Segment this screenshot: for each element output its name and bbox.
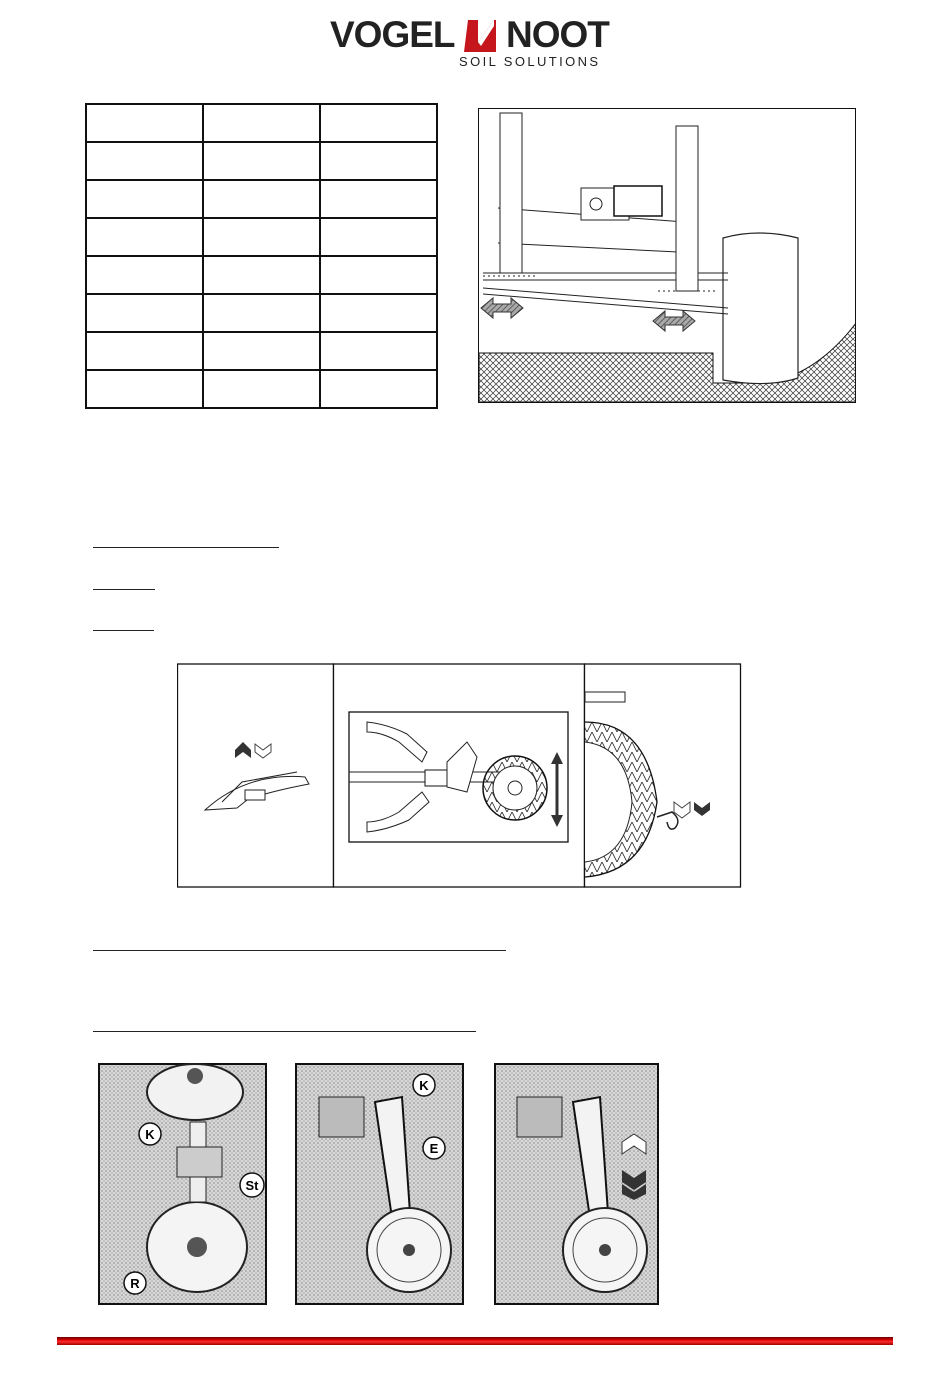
heading-underline — [93, 1031, 476, 1032]
heading-underline — [93, 589, 155, 590]
table-cell — [203, 218, 320, 256]
label-st: St — [245, 1178, 259, 1193]
table-cell — [86, 218, 203, 256]
table-cell — [320, 370, 437, 408]
table-cell — [203, 142, 320, 180]
table-row — [86, 142, 437, 180]
table-cell — [203, 104, 320, 142]
table-row — [86, 294, 437, 332]
table-cell — [203, 294, 320, 332]
table-cell — [86, 180, 203, 218]
label-k: K — [145, 1127, 155, 1142]
frame-width-diagram — [478, 108, 856, 403]
adjustment-photos — [97, 1062, 669, 1307]
photo-gauge-wheel-arm — [296, 1064, 463, 1304]
table-cell — [320, 294, 437, 332]
table-cell — [203, 180, 320, 218]
table-cell — [320, 332, 437, 370]
table-row — [86, 332, 437, 370]
table-row — [86, 256, 437, 294]
table-cell — [320, 104, 437, 142]
table-row — [86, 104, 437, 142]
table-cell — [203, 370, 320, 408]
table-cell — [86, 104, 203, 142]
photo-gauge-wheel-height — [495, 1064, 658, 1304]
logo-word-noot: NOOT — [506, 14, 609, 55]
table-cell — [320, 256, 437, 294]
table-cell — [203, 332, 320, 370]
label-r: R — [130, 1276, 140, 1291]
table-cell — [320, 218, 437, 256]
table-cell — [203, 256, 320, 294]
photo-disc-coulter — [99, 1064, 266, 1304]
logo-word-vogel: VOGEL — [330, 14, 455, 55]
gauge-wheel-icon — [483, 756, 547, 820]
table-cell — [86, 370, 203, 408]
depth-wheel-diagram — [177, 662, 742, 890]
brand-logo — [330, 12, 630, 72]
spec-table — [85, 103, 438, 409]
table-row — [86, 218, 437, 256]
footer-bar — [57, 1337, 893, 1345]
label-e: E — [429, 1141, 439, 1156]
heading-underline — [93, 547, 279, 548]
table-cell — [86, 142, 203, 180]
table-cell — [86, 332, 203, 370]
heading-underline — [93, 630, 154, 631]
logo-mark-icon — [464, 18, 498, 52]
table-row — [86, 370, 437, 408]
table-cell — [320, 142, 437, 180]
heading-underline — [93, 950, 506, 951]
table-cell — [320, 180, 437, 218]
table-cell — [86, 256, 203, 294]
label-k: K — [419, 1078, 429, 1093]
table-cell — [86, 294, 203, 332]
table-row — [86, 180, 437, 218]
logo-tagline: SOIL SOLUTIONS — [459, 54, 601, 69]
